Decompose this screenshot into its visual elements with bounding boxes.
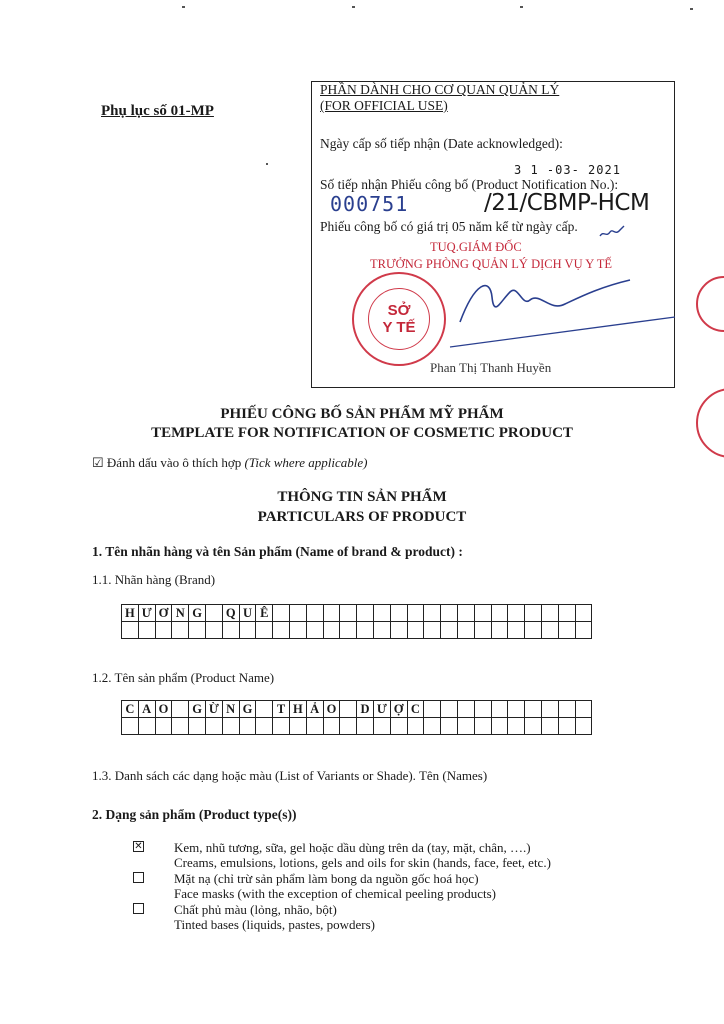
signatory-title: TUQ.GIÁM ĐỐC	[430, 240, 522, 254]
brand-cell[interactable]	[457, 605, 474, 622]
official-heading-vi: PHẦN DÀNH CHO CƠ QUAN QUẢN LÝ	[320, 82, 560, 97]
brand-cell[interactable]	[407, 605, 424, 622]
product-name-cell[interactable]	[474, 701, 491, 718]
product-name-cell[interactable]: H	[289, 701, 306, 718]
brand-cell[interactable]	[155, 622, 172, 639]
product-name-cell[interactable]: C	[407, 701, 424, 718]
product-name-cell[interactable]	[575, 718, 592, 735]
brand-cell[interactable]	[441, 622, 458, 639]
section2-heading: 2. Dạng sản phẩm (Product type(s))	[92, 807, 297, 822]
product-name-cell[interactable]	[138, 718, 155, 735]
product-name-cell[interactable]: Ợ	[390, 701, 407, 718]
section1-heading: 1. Tên nhãn hàng và tên Sản phẩm (Name of brand & product) :	[92, 544, 463, 559]
brand-cell[interactable]	[491, 622, 508, 639]
validity-note: Phiếu công bố có giá trị 05 năm kể từ ngày cấp.	[320, 219, 578, 234]
notification-number-label: Số tiếp nhận Phiếu công bố (Product Notification No.):	[320, 177, 619, 192]
checkbox-checked-icon: ☑	[92, 455, 104, 470]
signer-name: Phan Thị Thanh Huyền	[430, 360, 552, 375]
product-name-cell[interactable]	[205, 718, 222, 735]
product-name-cell[interactable]	[155, 718, 172, 735]
signature-mark	[430, 262, 680, 352]
product-name-cell[interactable]	[122, 718, 139, 735]
option-label-en: Tinted bases (liquids, pastes, powders)	[174, 917, 376, 932]
brand-cell[interactable]	[575, 605, 592, 622]
brand-cell[interactable]	[424, 605, 441, 622]
scan-speck	[520, 6, 523, 8]
brand-cell[interactable]	[373, 622, 390, 639]
brand-cell[interactable]	[508, 605, 525, 622]
edge-seal-top	[696, 276, 724, 332]
product-name-cell[interactable]: O	[323, 701, 340, 718]
tick-instruction-vi: Đánh dấu vào ô thích hợp	[106, 455, 242, 470]
product-name-cell[interactable]	[340, 718, 357, 735]
product-name-cell[interactable]	[441, 701, 458, 718]
brand-cell[interactable]	[541, 605, 558, 622]
brand-cell[interactable]	[222, 622, 239, 639]
brand-cell[interactable]	[189, 622, 206, 639]
product-name-cell[interactable]	[491, 701, 508, 718]
brand-cell[interactable]	[575, 622, 592, 639]
notification-number-suffix: /21/CBMP-HCM	[484, 190, 650, 216]
brand-cell[interactable]: G	[189, 605, 206, 622]
brand-cell[interactable]: H	[122, 605, 139, 622]
brand-cell[interactable]: Q	[222, 605, 239, 622]
product-name-cell[interactable]	[357, 718, 374, 735]
section-title-en: PARTICULARS OF PRODUCT	[257, 509, 467, 525]
product-name-cell[interactable]	[541, 718, 558, 735]
product-name-cell[interactable]	[491, 718, 508, 735]
product-name-cell[interactable]: T	[273, 701, 290, 718]
brand-cell[interactable]	[474, 605, 491, 622]
brand-cell[interactable]: U	[239, 605, 256, 622]
brand-cell[interactable]	[541, 622, 558, 639]
brand-cell[interactable]	[289, 605, 306, 622]
product-name-cell[interactable]	[474, 718, 491, 735]
product-name-cell[interactable]: D	[357, 701, 374, 718]
product-name-grid	[121, 700, 592, 735]
scan-speck	[182, 6, 185, 8]
product-name-cell[interactable]	[390, 718, 407, 735]
brand-cell[interactable]	[441, 605, 458, 622]
brand-cell[interactable]	[323, 622, 340, 639]
brand-cell[interactable]	[558, 605, 575, 622]
product-name-cell[interactable]: G	[239, 701, 256, 718]
brand-cell[interactable]	[323, 605, 340, 622]
product-name-cell[interactable]: A	[138, 701, 155, 718]
brand-label: 1.1. Nhãn hàng (Brand)	[92, 572, 216, 587]
brand-cell[interactable]	[508, 622, 525, 639]
product-name-cell[interactable]	[273, 718, 290, 735]
brand-cell[interactable]: N	[172, 605, 189, 622]
product-name-cell[interactable]	[575, 701, 592, 718]
brand-cell[interactable]	[390, 622, 407, 639]
product-name-cell[interactable]: G	[189, 701, 206, 718]
date-stamp: 3 1 -03- 2021	[514, 163, 621, 177]
brand-cell[interactable]	[457, 622, 474, 639]
product-name-cell[interactable]	[525, 701, 542, 718]
product-name-cell[interactable]	[256, 718, 273, 735]
product-name-cell[interactable]	[407, 718, 424, 735]
brand-cell[interactable]	[491, 605, 508, 622]
product-name-cell[interactable]	[172, 701, 189, 718]
tick-instruction	[92, 455, 367, 471]
brand-cell[interactable]	[205, 622, 222, 639]
option-checkbox[interactable]	[133, 872, 144, 883]
brand-cell[interactable]	[424, 622, 441, 639]
brand-cell[interactable]: Ê	[256, 605, 273, 622]
product-name-label: 1.2. Tên sản phẩm (Product Name)	[92, 670, 275, 685]
scan-speck	[266, 163, 268, 165]
option-checkbox[interactable]	[133, 903, 144, 914]
product-name-cell[interactable]	[222, 718, 239, 735]
brand-grid	[121, 604, 592, 639]
product-name-cell[interactable]: Ư	[373, 701, 390, 718]
brand-cell[interactable]	[373, 605, 390, 622]
product-name-cell[interactable]	[424, 718, 441, 735]
signatory-department: TRƯỞNG PHÒNG QUẢN LÝ DỊCH VỤ Y TẾ	[370, 257, 612, 271]
product-name-cell[interactable]	[508, 718, 525, 735]
brand-cell[interactable]	[306, 622, 323, 639]
brand-cell[interactable]	[525, 605, 542, 622]
edge-seal-bottom	[696, 388, 724, 458]
product-name-cell[interactable]	[289, 718, 306, 735]
section-title-vi: THÔNG TIN SẢN PHẨM	[277, 489, 447, 505]
brand-cell[interactable]	[390, 605, 407, 622]
product-name-cell[interactable]	[457, 718, 474, 735]
product-name-cell[interactable]	[340, 701, 357, 718]
form-title-en: TEMPLATE FOR NOTIFICATION OF COSMETIC PRODUCT	[151, 425, 573, 441]
option-label-en: Face masks (with the exception of chemical peeling products)	[174, 886, 497, 901]
brand-cell[interactable]	[205, 605, 222, 622]
brand-cell[interactable]	[273, 622, 290, 639]
brand-cell[interactable]	[256, 622, 273, 639]
product-name-cell[interactable]	[558, 718, 575, 735]
brand-cell[interactable]	[138, 622, 155, 639]
brand-cell[interactable]	[289, 622, 306, 639]
option-label-vi: Kem, nhũ tương, sữa, gel hoặc dầu dùng trên da (tay, mặt, chân, ….)	[174, 840, 531, 855]
product-name-cell[interactable]	[558, 701, 575, 718]
initials-mark	[598, 222, 626, 242]
option-label-vi: Chất phủ màu (lỏng, nhão, bột)	[174, 902, 337, 917]
brand-cell[interactable]	[239, 622, 256, 639]
brand-cell[interactable]	[273, 605, 290, 622]
option-checkbox[interactable]: ✕	[134, 841, 143, 852]
brand-cell[interactable]	[340, 605, 357, 622]
scan-speck	[352, 6, 355, 8]
product-name-cell[interactable]	[457, 701, 474, 718]
product-name-cell[interactable]	[323, 718, 340, 735]
brand-cell[interactable]	[407, 622, 424, 639]
date-label: Ngày cấp số tiếp nhận (Date acknowledged):	[320, 136, 563, 151]
product-name-cell[interactable]	[189, 718, 206, 735]
tick-instruction-en: (Tick where applicable)	[244, 455, 368, 470]
notification-number: 000751	[330, 192, 409, 216]
product-name-cell[interactable]	[441, 718, 458, 735]
product-name-cell[interactable]	[256, 701, 273, 718]
brand-cell[interactable]	[122, 622, 139, 639]
official-heading-en: (FOR OFFICIAL USE)	[320, 98, 448, 113]
product-name-cell[interactable]: C	[122, 701, 139, 718]
brand-cell[interactable]	[340, 622, 357, 639]
product-name-cell[interactable]: Ả	[306, 701, 323, 718]
form-title-vi: PHIẾU CÔNG BỐ SẢN PHẨM MỸ PHẨM	[220, 406, 504, 422]
brand-cell[interactable]	[474, 622, 491, 639]
variants-label: 1.3. Danh sách các dạng hoặc màu (List of Variants or Shade). Tên (Names)	[92, 768, 488, 783]
product-name-cell[interactable]	[373, 718, 390, 735]
brand-cell[interactable]	[558, 622, 575, 639]
seal-text-line1: SỞ	[387, 302, 411, 319]
product-name-cell[interactable]	[306, 718, 323, 735]
brand-cell[interactable]	[306, 605, 323, 622]
product-name-cell[interactable]: Ừ	[205, 701, 222, 718]
product-name-cell[interactable]	[525, 718, 542, 735]
brand-cell[interactable]	[525, 622, 542, 639]
option-label-vi: Mặt nạ (chỉ trừ sản phẩm làm bong da nguồn gốc hoá học)	[174, 871, 479, 886]
appendix-label: Phụ lục số 01-MP	[101, 103, 214, 119]
product-name-cell[interactable]	[172, 718, 189, 735]
product-name-cell[interactable]: O	[155, 701, 172, 718]
product-name-cell[interactable]	[239, 718, 256, 735]
option-label-en: Creams, emulsions, lotions, gels and oils for skin (hands, face, feet, etc.)	[174, 855, 551, 870]
product-name-cell[interactable]: N	[222, 701, 239, 718]
product-name-cell[interactable]	[424, 701, 441, 718]
product-name-cell[interactable]	[508, 701, 525, 718]
seal-text-line2: Y TẾ	[382, 319, 416, 336]
brand-cell[interactable]	[172, 622, 189, 639]
scan-speck	[690, 8, 693, 10]
product-name-cell[interactable]	[541, 701, 558, 718]
brand-cell[interactable]: Ơ	[155, 605, 172, 622]
brand-cell[interactable]: Ư	[138, 605, 155, 622]
brand-cell[interactable]	[357, 622, 374, 639]
brand-cell[interactable]	[357, 605, 374, 622]
